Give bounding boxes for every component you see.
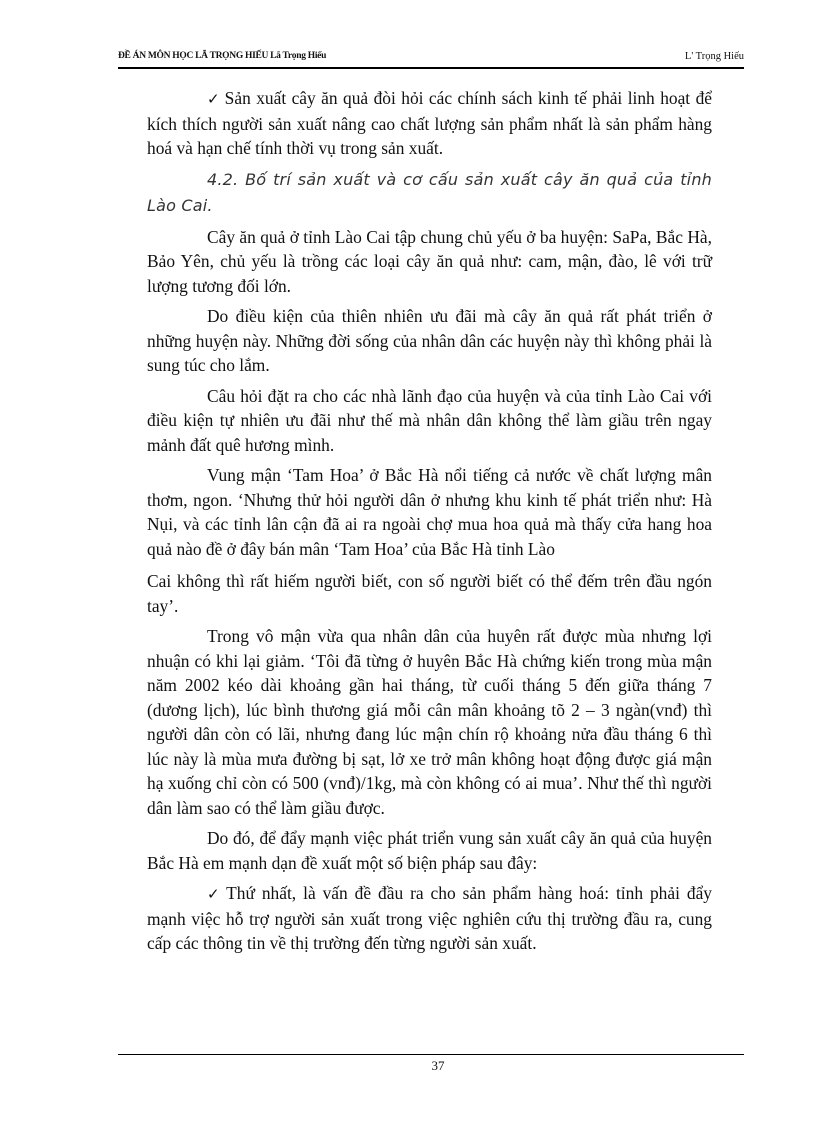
page-number: 37 [431,1058,445,1073]
page-header [118,51,744,69]
paragraph: Trong vô mận vừa qua nhân dân của huyên rất được mùa nhưng lợi nhuận có khi lại giảm. ‘Tôi đã từng ở huyên Bắc Hà chứng kiến trong mùa mận năm 2002 kéo dài khoảng gần hai tháng, từ cuối tháng 5 đến giữa tháng 7 (dương lịch), lúc bình thương giá mỗi cân mân khoảng tõ 2 – 3 ngàn(vnđ) thì người dân còn có lãi, nhưng đang lúc mận chín rộ khoảng nửa đầu tháng 6 thì lúc này là mùa mưa đường bị sạt, lở xe trở mân không hoạt động được giá mận hạ xuống chỉ còn có 500 (vnđ)/1kg, mà còn không có ai mua’. Như thế thì người dân làm sao có thể làm giầu được. [147,626,712,818]
paragraph: Vung mận ‘Tam Hoa’ ở Bắc Hà nổi tiếng cả nước về chất lượng mân thơm, ngon. ‘Nhưng thử hỏi người dân ở nhưng khu kinh tế phát triển như: Hà Nụi, và các tỉnh lân cận đã ai ra ngoài chợ mua hoa quả mà thấy cửa hang hoa quả nào đề ở đây bán mân ‘Tam Hoa’ của Bắc Hà tỉnh Lào [147,465,712,559]
paragraph: Do điều kiện của thiên nhiên ưu đãi mà cây ăn quả rất phát triển ở những huyện này. Những đời sống của nhân dân các huyện này thì không phải là sung túc cho lắm. [147,306,712,375]
header-title: ĐỀ ÁN MÔN HỌC LÃ TRỌNG HIẾU Lã Trọng Hiếu [118,51,327,61]
section-heading: 4.2. Bố trí sản xuất và cơ cấu sản xuất cây ăn quả của tỉnh Lào Cai. [147,169,712,215]
paragraph: Cây ăn quả ở tỉnh Lào Cai tập chung chủ yếu ở ba huyện: SaPa, Bắc Hà, Bảo Yên, chủ yếu là trồng các loại cây ăn quả như: cam, mận, đào, lê với trữ lượng tương đối lớn. [147,226,712,296]
paragraph-continuation: Cai không thì rất hiếm người biết, con số người biết có thể đếm trên đầu ngón tay’. [147,571,712,616]
footer-divider [118,1054,744,1055]
paragraph: ✓ Sản xuất cây ăn quả đòi hỏi các chính sách kinh tế phải linh hoạt để kích thích người sản xuất nâng cao chất lượng sản phẩm nhất là sản phẩm hàng hoá và hạn chế tính thời vụ trong sản xuất. [147,88,712,158]
paragraph: ✓ Thứ nhất, là vấn đề đầu ra cho sản phẩm hàng hoá: tỉnh phải đẩy mạnh việc hỗ trợ người sản xuất trong việc nghiên cứu thị trường đầu ra, cung cấp các thông tin về thị trường đến từng người sản xuất. [147,883,712,953]
document-body [147,86,712,962]
paragraph: Câu hỏi đặt ra cho các nhà lãnh đạo của huyện và của tỉnh Lào Cai với điều kiện tự nhiên ưu đãi như thế mà nhân dân không thể làm giầu trên ngay mảnh đất quê hương mình. [147,385,712,455]
paragraph: Do đó, để đẩy mạnh việc phát triển vung sản xuất cây ăn quả của huyện Bắc Hà em mạnh dạn đề xuất một số biện pháp sau đây: [147,828,712,873]
header-author: L' Trọng Hiếu [684,51,744,62]
checkmark-icon: ✓ [207,90,221,108]
checkmark-icon: ✓ [207,885,223,903]
